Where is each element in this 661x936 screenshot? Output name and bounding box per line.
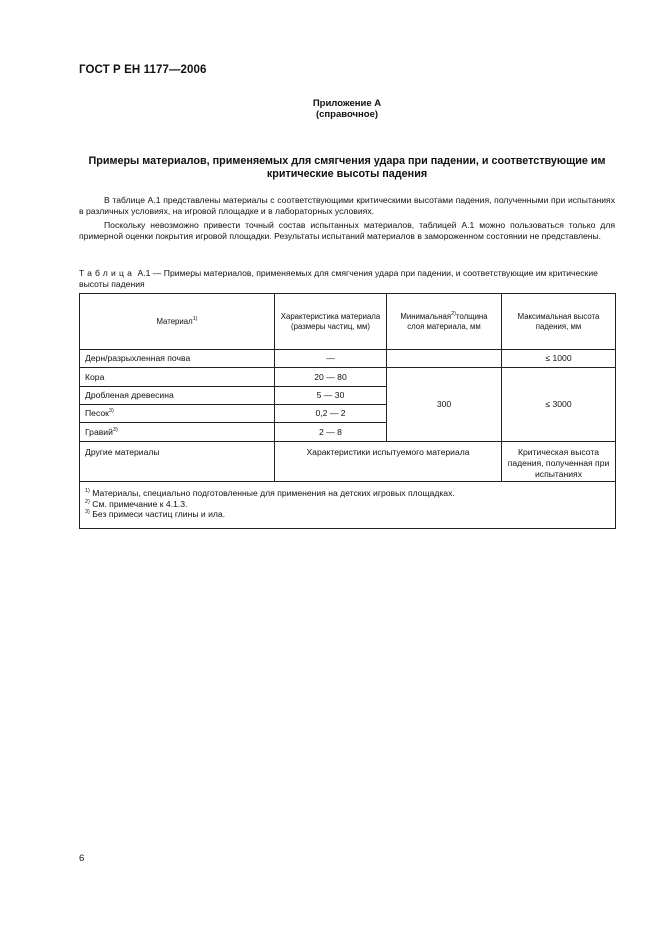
header-material xyxy=(80,294,275,350)
note-1 xyxy=(85,488,610,499)
document-code: ГОСТ Р ЕН 1177—2006 xyxy=(79,64,207,76)
table-notes xyxy=(80,482,616,529)
cell-material: Другие материалы xyxy=(80,442,275,482)
table-header-row xyxy=(80,294,616,350)
cell-material xyxy=(80,405,275,423)
table-notes-row xyxy=(80,482,616,529)
cell-size: 0,2 — 2 xyxy=(275,405,387,423)
note-3-marker: 3) xyxy=(85,509,90,515)
paragraph-1: В таблице А.1 представлены материалы с соответствующими критическими высотами падения, полученными при испытаниях в различных условиях, на игровой площадке и в лабораторных условиях. xyxy=(79,195,615,216)
table-caption xyxy=(79,268,615,289)
cell-height: Критическая высота падения, полученная при испытаниях xyxy=(502,442,616,482)
cell-size: Характеристики испытуемого материала xyxy=(275,442,502,482)
table-caption-text: А.1 — Примеры материалов, применяемых для смягчения удара при падении, и соответствующие им критические высоты падения xyxy=(79,268,598,289)
note-3 xyxy=(85,509,610,520)
header-material-label: Материал xyxy=(156,316,193,326)
note-1-marker: 1) xyxy=(85,488,90,494)
header-min-thickness-b: толщина слоя материала, мм xyxy=(407,311,488,331)
appendix-heading xyxy=(0,98,661,120)
cell-size: 5 — 30 xyxy=(275,387,387,405)
materials-table xyxy=(79,293,616,529)
cell-size: 2 — 8 xyxy=(275,423,387,442)
cell-material-footnote: 3) xyxy=(108,408,114,414)
header-min-thickness-a: Минимальная xyxy=(400,311,452,321)
cell-material-label: Гравий xyxy=(85,426,113,437)
cell-material: Дробленая древесина xyxy=(80,387,275,405)
appendix-subtitle: (справочное) xyxy=(315,109,379,120)
table-row xyxy=(80,442,616,482)
table-caption-label: Таблица xyxy=(79,268,136,278)
cell-material xyxy=(80,423,275,442)
header-max-height: Максимальная высота падения, мм xyxy=(502,294,616,350)
cell-thickness-group: 300 xyxy=(387,368,502,442)
cell-material: Дерн/разрыхленная почва xyxy=(80,350,275,368)
header-material-footnote: 1) xyxy=(192,315,198,322)
appendix-title: Приложение А xyxy=(312,98,382,109)
note-2-text: См. примечание к 4.1.3. xyxy=(92,498,188,509)
section-title: Примеры материалов, применяемых для смягчения удара при падении, и соответствующие им критические высоты падения xyxy=(88,155,606,180)
cell-material-label: Песок xyxy=(85,408,109,418)
note-1-text: Материалы, специально подготовленные для применения на детских игровых площадках. xyxy=(92,488,455,498)
table-row xyxy=(80,350,616,368)
page-number: 6 xyxy=(79,853,85,864)
header-characteristic: Характеристика материала (размеры частиц, мм) xyxy=(275,294,387,350)
cell-height: ≤ 1000 xyxy=(502,350,616,368)
cell-height-group: ≤ 3000 xyxy=(502,368,616,442)
note-2-marker: 2) xyxy=(85,498,90,505)
paragraph-2: Поскольку невозможно привести точный состав испытанных материалов, таблицей А.1 можно пользоваться только для примерной оценки покрытия игровой площадки. Результаты испытаний материалов в замороженном состоянии не представлены. xyxy=(79,220,615,241)
cell-size: 20 — 80 xyxy=(275,368,387,387)
note-3-text: Без примеси частиц глины и ила. xyxy=(92,509,226,519)
header-min-thickness xyxy=(387,294,502,350)
note-2 xyxy=(85,499,610,510)
header-min-thickness-footnote: 2) xyxy=(451,310,456,317)
cell-material-footnote: 3) xyxy=(112,426,118,433)
cell-thickness xyxy=(387,350,502,368)
cell-material: Кора xyxy=(80,368,275,387)
cell-size: — xyxy=(275,350,387,368)
table-row xyxy=(80,368,616,387)
